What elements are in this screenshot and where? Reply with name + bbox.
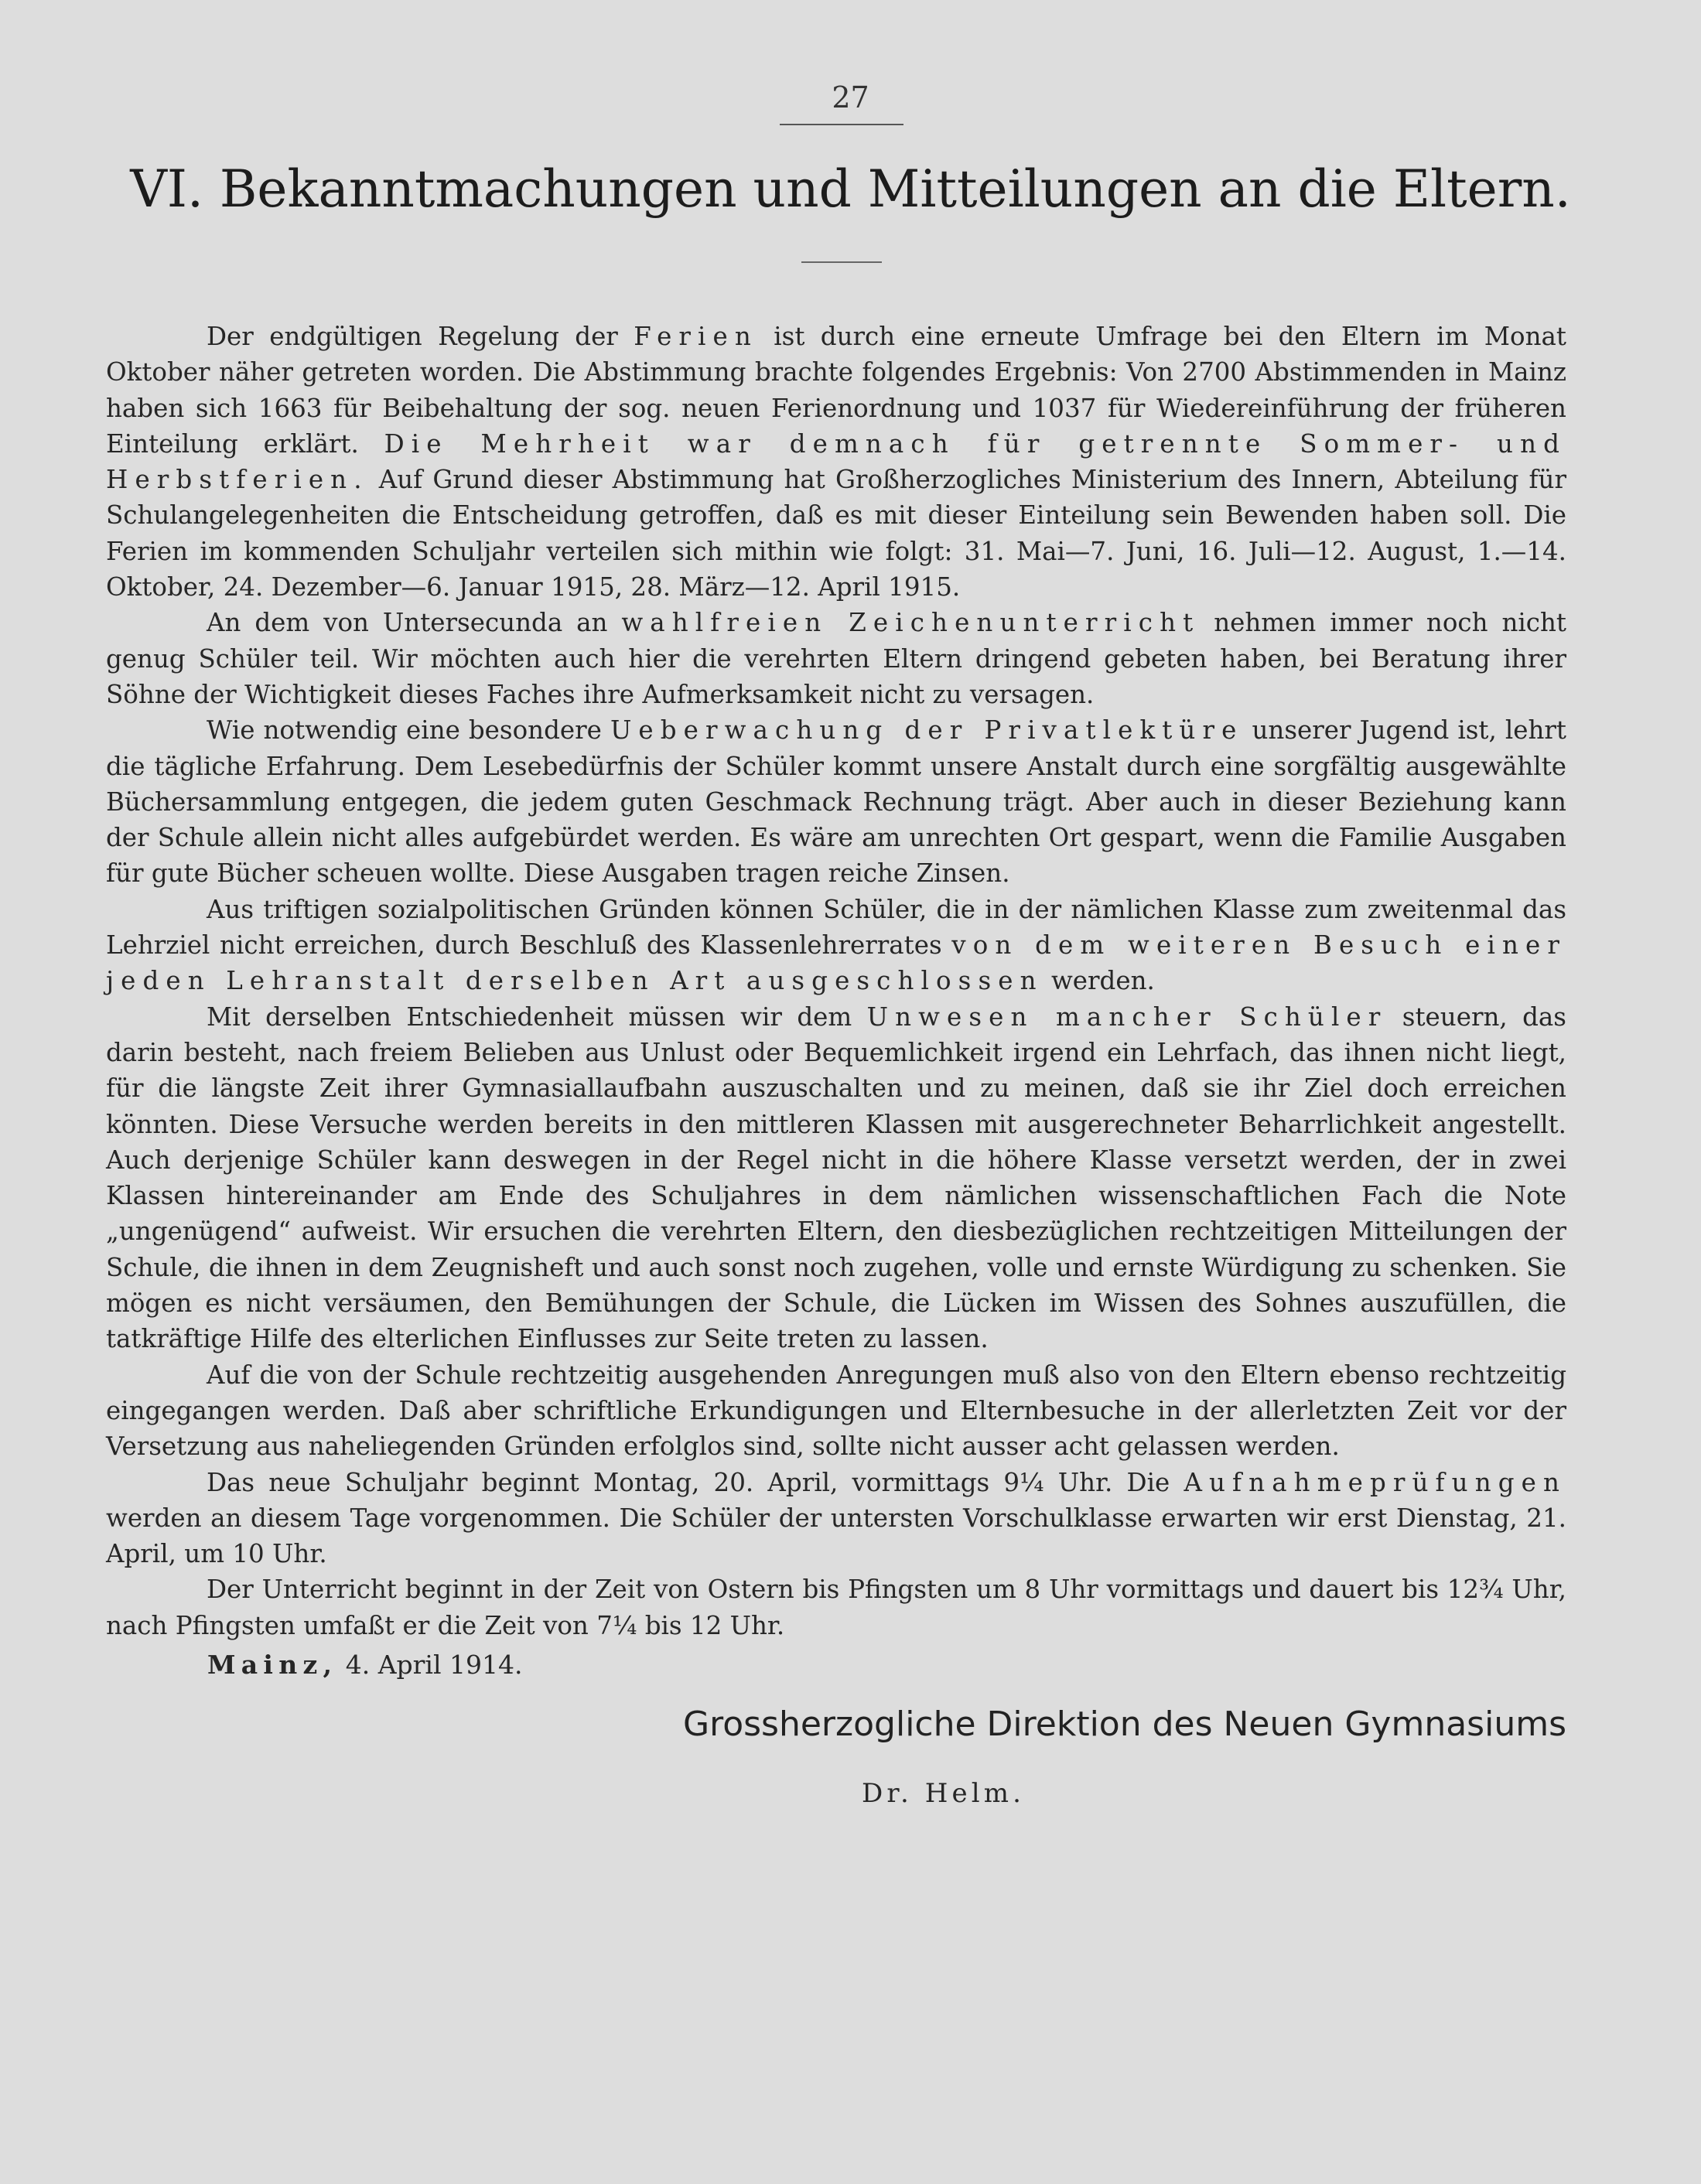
text-run: Mit derselben Entschiedenheit müssen wir dem xyxy=(207,1002,867,1032)
text-run: An dem von Untersecunda an xyxy=(207,608,622,638)
text-run: Auf Grund dieser Abstimmung hat Großherzogliches Ministerium des Innern, Abteilung für Schulangelegenheiten die Entscheidung getroffen, daß es mit dieser Einteilung sein Bewenden haben soll. Die Ferien im kommenden Schuljahr verteilen sich mithin wie folgt: 31. Mai—7. Juni, 16. Juli—12. August, 1.—14. Oktober, 24. Dezember—6. Januar 1915, 28. März—12. April 1915. xyxy=(106,465,1566,602)
spaced-emphasis: Ferien xyxy=(634,322,758,351)
paragraph-unwesen xyxy=(106,999,1566,1357)
spaced-emphasis: Aufnahmeprüfungen xyxy=(1184,1467,1566,1497)
paragraph-schuljahr xyxy=(106,1465,1566,1572)
title-rule xyxy=(801,261,882,263)
spaced-emphasis: Die Mehrheit war demnach für getrennte Sommer- und Herbstferien. xyxy=(106,428,1567,495)
paragraph-ferien xyxy=(106,319,1566,605)
spaced-emphasis: von dem weiteren Besuch einer jeden Lehranstalt derselben Art ausgeschlossen xyxy=(106,930,1566,996)
paragraph-ausschluss xyxy=(106,892,1566,999)
spaced-emphasis: wahlfreien Zeichenunterricht xyxy=(621,608,1201,638)
paragraph-zeichenunterricht xyxy=(106,605,1566,712)
text-run: Das neue Schuljahr beginnt Montag, 20. April, vormittags 9¼ Uhr. Die xyxy=(207,1467,1184,1497)
paragraph-anregungen xyxy=(106,1357,1566,1465)
text-run: steuern, das darin besteht, nach freiem Belieben aus Unlust oder Bequemlichkeit irgend ein Lehrfach, das ihnen nicht liegt, für die längste Zeit ihrer Gymnasiallaufbahn auszuschalten und zu meinen, daß sie ihr Ziel doch erreichen könnten. Diese Versuche werden bereits in den mittleren Klassen mit ausgerechneter Beharrlichkeit angestellt. Auch derjenige Schüler kann deswegen in der Regel nicht in die höhere Klasse versetzt werden, der in zwei Klassen hintereinander am Ende des Schuljahres in dem nämlichen wissenschaftlichen Fach die Note „ungenügend“ aufweist. Wir ersuchen die verehrten Eltern, den diesbezüglichen rechtzeitigen Mitteilungen der Schule, die ihnen in dem Zeugnisheft und auch sonst noch zugehen, volle und ernste Würdigung zu schenken. Sie mögen es nicht versäumen, den Bemühungen der Schule, die Lücken im Wissen des Sohnes auszufüllen, die tatkräftige Hilfe des elterlichen Einflusses zur Seite treten zu lassen. xyxy=(106,1002,1566,1354)
text-run: Der endgültigen Regelung der xyxy=(207,322,634,351)
signatory-name: Dr. Helm. xyxy=(862,1778,1025,1809)
text-run: Aus triftigen sozialpolitischen Gründen können Schüler, die in der nämlichen Klasse zum zweitenmal das Lehrziel nicht erreichen, durch Beschluß des Klassenlehrerrates xyxy=(106,894,1566,961)
issuing-authority: Grossherzogliche Direktion des Neuen Gymnasiums xyxy=(682,1705,1566,1744)
spaced-emphasis: Ueberwachung der Privatlektüre xyxy=(610,715,1244,746)
text-run: unserer Jugend ist, lehrt die tägliche Erfahrung. Dem Lesebedürfnis der Schüler kommt unsere Anstalt durch eine sorgfältig ausgewählte Büchersammlung entgegen, die jedem guten Geschmack Rechnung trägt. Aber auch in dieser Beziehung kann der Schule allein nicht alles aufgebürdet werden. Es wäre am unrechten Ort gespart, wenn die Familie Ausgaben für gute Bücher scheuen wollte. Diese Ausgaben tragen reiche Zinsen. xyxy=(106,715,1566,889)
body-text xyxy=(106,319,1566,1643)
text-run: werden an diesem Tage vorgenommen. Die Schüler der untersten Vorschulklasse erwarten wir erst Dienstag, 21. April, um 10 Uhr. xyxy=(106,1503,1566,1569)
text-run: Wie notwendig eine besondere xyxy=(207,715,610,746)
section-title: VI. Bekanntmachungen und Mitteilungen an die Eltern. xyxy=(130,159,1571,219)
text-run: ist durch eine erneute Umfrage bei den Eltern im Monat Oktober näher getreten worden. Die Abstimmung brachte folgendes Ergebnis: Von 2700 Abstimmenden in Mainz haben sich 1663 für Beibehaltung der sog. neuen Ferienordnung und 1037 für Wiedereinführung der früheren Einteilung erklärt. xyxy=(106,322,1566,459)
text-run: Der Unterricht beginnt in der Zeit von Ostern bis Pfingsten um 8 Uhr vormittags und dauert bis 12¾ Uhr, nach Pfingsten umfaßt er die Zeit von 7¼ bis 12 Uhr. xyxy=(106,1575,1566,1640)
dateline xyxy=(207,1647,523,1683)
page-number: 27 xyxy=(832,80,869,114)
text-run: werden. xyxy=(1043,966,1155,996)
dateline-date: 4. April 1914. xyxy=(337,1650,523,1680)
paragraph-unterrichtszeit xyxy=(106,1571,1566,1643)
spaced-emphasis: Unwesen mancher Schüler xyxy=(866,1002,1388,1032)
page-number-rule xyxy=(780,124,903,125)
paragraph-privatlektuere xyxy=(106,712,1566,891)
text-run: nehmen immer noch nicht genug Schüler teil. Wir möchten auch hier die verehrten Eltern dringend gebeten haben, bei Beratung ihrer Söhne der Wichtigkeit dieses Faches ihre Aufmerksamkeit nicht zu versagen. xyxy=(106,608,1566,709)
text-run: Auf die von der Schule rechtzeitig ausgehenden Anregungen muß also von den Eltern ebenso rechtzeitig eingegangen werden. Daß aber schriftliche Erkundigungen und Elternbesuche in der allerletzten Zeit vor der Versetzung aus naheliegenden Gründen erfolglos sind, sollte nicht ausser acht gelassen werden. xyxy=(106,1360,1566,1462)
dateline-place: Mainz, xyxy=(207,1650,338,1680)
